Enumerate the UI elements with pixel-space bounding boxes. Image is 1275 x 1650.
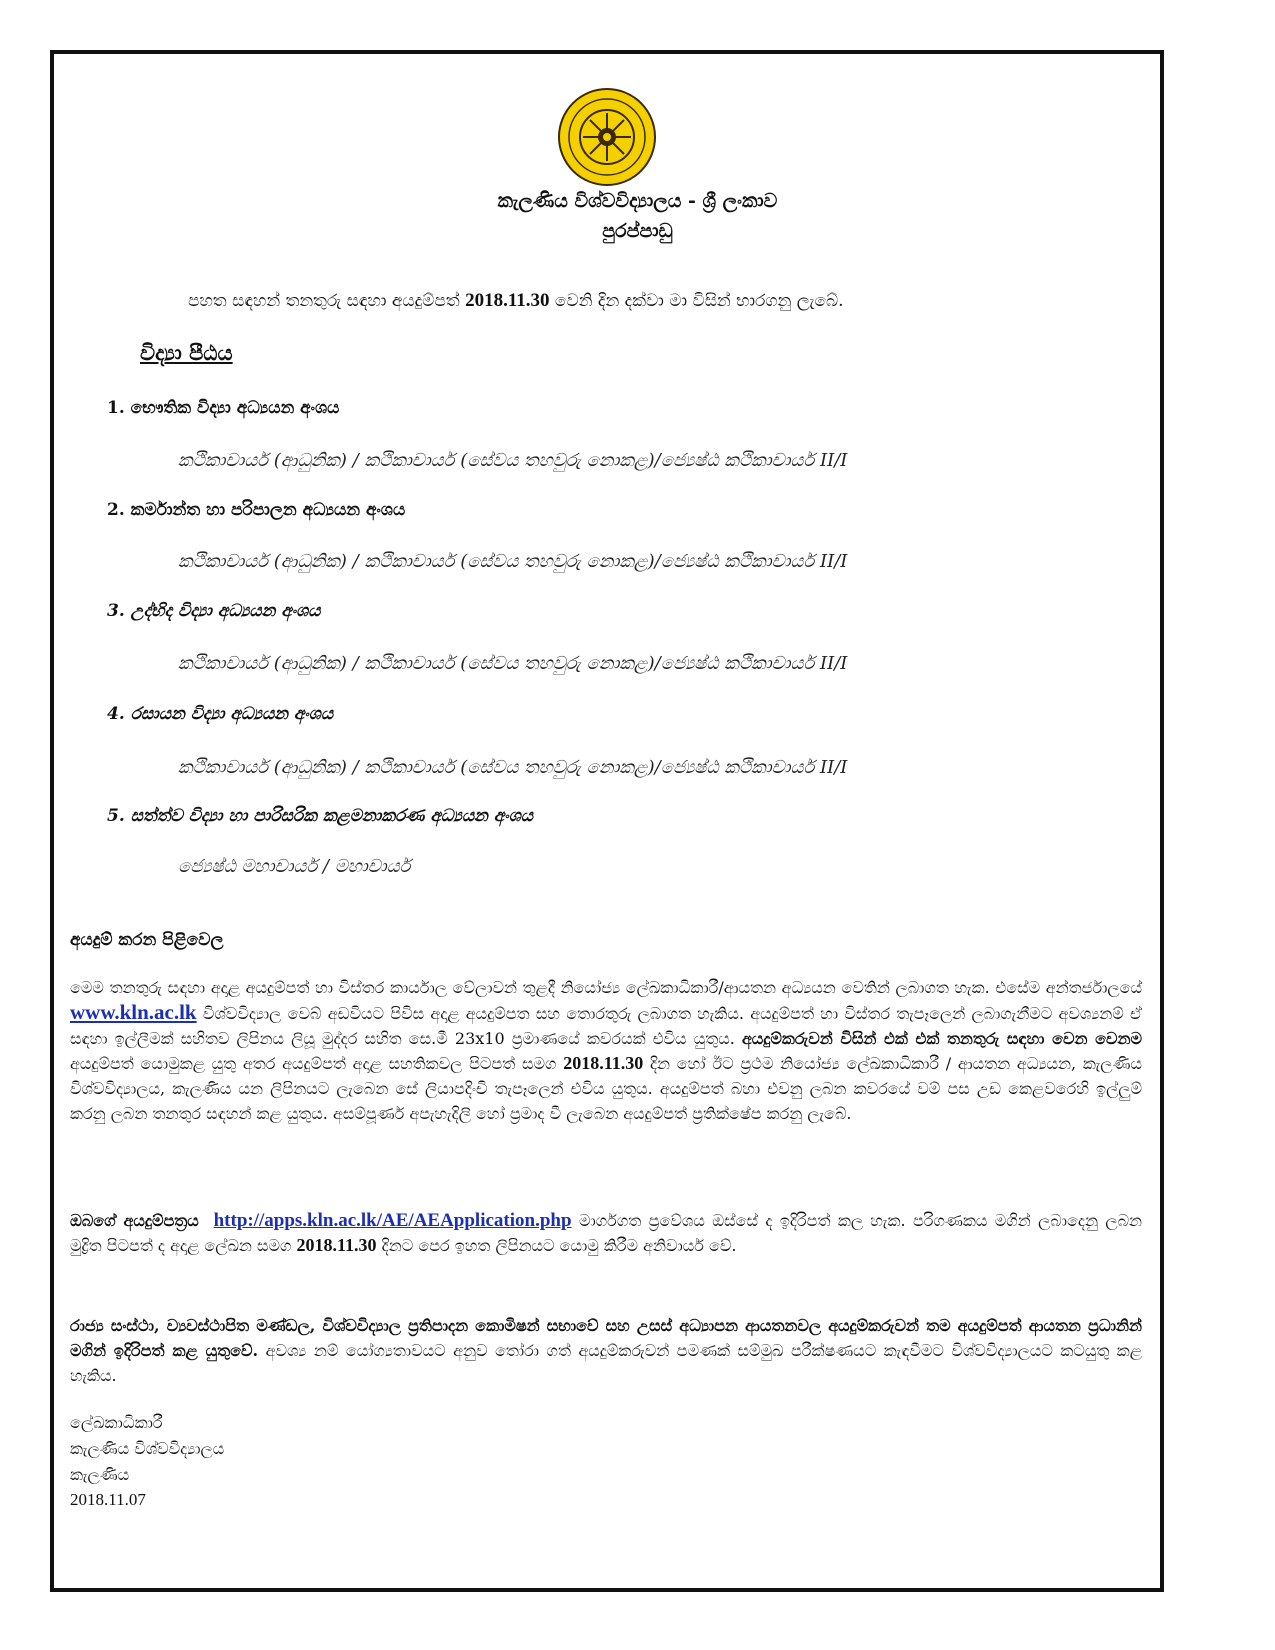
department-heading: 2. කර්මාන්ත හා පරිපාලන අධ්‍යයන අංශය: [107, 500, 406, 520]
separate-application-note: අයදුම්කරුවන් විසින් එක් එක් තනතුරු සඳහා වෙන වෙනම: [741, 1029, 1142, 1048]
faculty-heading: විද්‍යා පීඨය: [140, 340, 233, 365]
department-posts: කථිකාචාර්ය (ආධුනික) / කථිකාචාර්ය (සේවය තහවුරු නොකළ)/ජ්‍යෙෂ්ඨ කථිකාචාර්ය II/I: [178, 450, 848, 471]
online-application-link[interactable]: http://apps.kln.ac.lk/AE/AEApplication.php: [213, 1210, 572, 1231]
department-heading: 3. උද්භිද විද්‍යා අධ්‍යයන අංශය: [107, 601, 321, 621]
signature-title: ලේඛකාධිකාරී: [70, 1413, 163, 1432]
application-paragraph: මෙම තනතුරු සඳහා අදාළ අයදුම්පත් හා විස්තර කාර්යාල වේලාවන් තුළදී නියෝජ්‍ය ලේඛකාධිකාරී/ආයතන අධ්‍යයන වෙතින් ලබාගත හැක. එසේම අන්තර්ජාලයේ www.kln.ac.lk විශ්වවිද්‍යාල වෙබ් අඩවියට පිවිස අදාළ අයදුම්පත සහ තොරතුරු ලබාගත හැකිය. අයදුම්පත් හා විස්තර තැපෑලෙන් ලබාගැනීමට අවශ්‍යනම් ඒ සඳහා ඉල්ලීමක් සහිතව ලිපිනය ලියූ මුද්දර සහිත සෙ.මී 23x10 ප්‍රමාණයේ කවරයක් එවිය යුතුය. අයදුම්කරුවන් විසින් එක් එක් තනතුරු සඳහා වෙන වෙනම අයදුම්පත් යොමුකළ යුතු අතර අයදුම්පත් අදාළ සහතිකවල පිටපත් සමග 2018.11.30 දින හෝ ඊට ප්‍රථම නියෝජ්‍ය ලේඛකාධිකාරී / ආයතන අධ්‍යයන, කැලණිය විශ්වවිද්‍යාලය, කැලණිය යන ලිපිනයට ලැබෙන සේ ලියාපදිංචි තැපෑලෙන් එවිය යුතුය. අයදුම්පත් බහා එවනු ලබන කවරයේ වම් පස උඩ කෙළවරෙහි ඉල්ලුම් කරනු ලබන තනතුර සඳහන් කළ යුතුය. අසම්පූර්ණ අපැහැදිලි හෝ ප්‍රමාද වී ලැබෙන අයදුම්පත් ප්‍රතික්ෂේප කරනු ලැබේ.: [70, 978, 1142, 1123]
department-heading: 4. රසායන විද්‍යා අධ්‍යයන අංශය: [107, 704, 334, 724]
department-posts: කථිකාචාර්ය (ආධුනික) / කථිකාචාර්ය (සේවය තහවුරු නොකළ)/ජ්‍යෙෂ්ඨ කථිකාචාර්ය II/I: [178, 653, 848, 674]
website-link[interactable]: www.kln.ac.lk: [70, 1000, 197, 1024]
signature-university: කැලණිය විශ්වවිද්‍යාලය: [70, 1439, 225, 1458]
vacancies-title: පුරප්පාඩු: [602, 220, 673, 242]
application-procedure-heading: අයදුම් කරන පිළිවෙල: [70, 930, 224, 950]
department-heading: 5. සත්ත්ව විද්‍යා හා පාරිසරික කළමනාකරණ අධ්‍යයන අංශය: [107, 806, 533, 826]
institutional-applicants-paragraph: රාජ්‍ය සංස්ථා, ව්‍යවස්ථාපිත මණ්ඩල, විශ්වවිද්‍යාල ප්‍රතිපාදන කොමිෂන් සභාවේ සහ උසස් අධ්‍යාපන ආයතනවල අයදුම්කරුවන් තම අයදුම්පත් ආයතන ප්‍රධානින් මගින් ඉදිරිපත් කළ යුතුවේ. අවශ්‍ය නම් යෝග්‍යතාවයට අනුව තෝරා ගත් අයදුම්කරුවන් පමණක් සම්මුඛ පරීක්ෂණයට කැඳවීමට විශ්වවිද්‍යාලයට කටයුතු කළ හැකිය.: [70, 1316, 1143, 1385]
signature-city: කැලණිය: [70, 1465, 130, 1484]
department-posts: ජ්‍යෙෂ්ඨ මහාචාර්ය / මහාචාර්ය: [178, 856, 411, 877]
university-title: කැලණිය විශ්වවිද්‍යාලය - ශ්‍රී ලංකාව: [497, 190, 778, 212]
closing-date: 2018.11.30: [465, 290, 550, 311]
department-heading: 1. භෞතික විද්‍යා අධ්‍යයන අංශය: [107, 398, 340, 418]
department-posts: කථිකාචාර්ය (ආධුනික) / කථිකාචාර්ය (සේවය තහවුරු නොකළ)/ජ්‍යෙෂ්ඨ කථිකාචාර්ය II/I: [178, 757, 848, 778]
department-posts: කථිකාචාර්ය (ආධුනික) / කථිකාචාර්ය (සේවය තහවුරු නොකළ)/ජ්‍යෙෂ්ඨ කථිකාචාර්ය II/I: [178, 551, 848, 572]
intro-text: පහත සඳහන් තනතුරු සඳහා අයදුම්පත් 2018.11.30 වෙනි දින දක්වා මා විසින් භාරගනු ලැබේ.: [188, 290, 844, 311]
university-seal-icon: [557, 87, 657, 187]
signature-date: 2018.11.07: [70, 1490, 146, 1509]
online-application-paragraph: ඔබගේ අයදුම්පත්‍රය http://apps.kln.ac.lk/AE/AEApplication.php මාර්ගගත ප්‍රවේශය ඔස්සේ ද ඉදිරිපත් කල හැක. පරිගණකය මගින් ලබාදෙනු ලබන මුද්‍රිත පිටපත් ද අදාළ ලේඛන සමග 2018.11.30 දිනට පෙර ඉහත ලිපිනයට යොමු කිරීම අනිවාර්ය වේ.: [70, 1210, 1143, 1255]
